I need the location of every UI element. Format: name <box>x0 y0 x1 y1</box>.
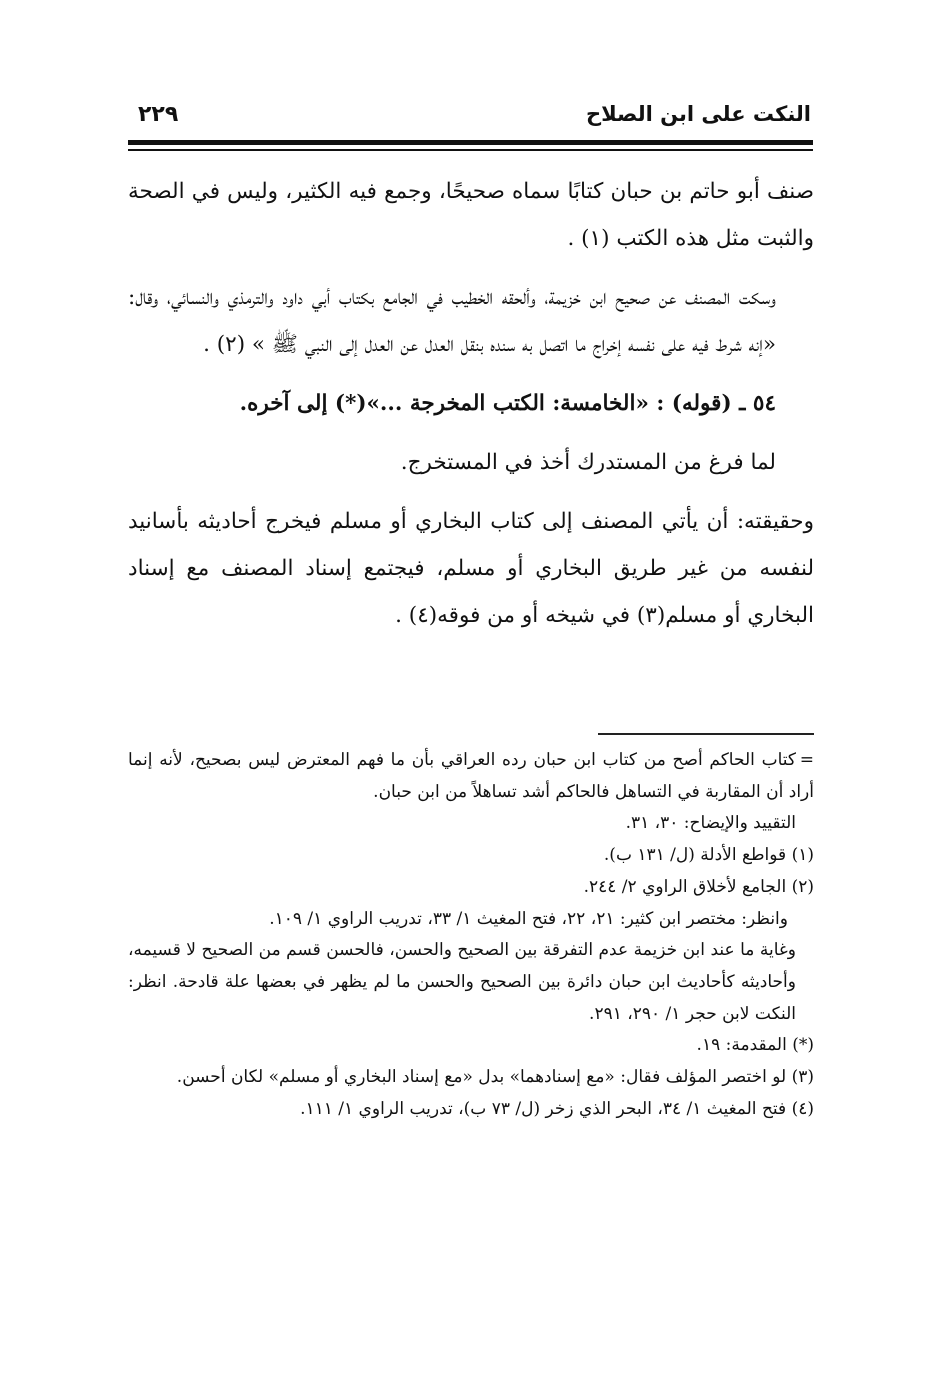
header-rule-thick <box>128 140 813 145</box>
footnote-2: (٢) الجامع لأخلاق الراوي ٢/ ٢٤٤. <box>583 876 814 897</box>
continuation-marker: = <box>799 750 814 770</box>
footnote-continuation-text: كتاب الحاكم أصح من كتاب ابن حبان رده العراقي بأن ما فهم المعترض ليس بصحيح، لأنه إنما أراد أن المقاربة في التساهل فالحاكم أشد تساهلاً من ابن حبان. <box>128 750 814 802</box>
paragraph-4: لما فرغ من المستدرك أخذ في المستخرج. <box>400 450 776 475</box>
footnotes <box>128 745 814 1125</box>
header-rule-thin <box>128 149 813 151</box>
page-number: ٢٢٩ <box>138 102 179 127</box>
footnote-3: (٣) لو اختصر المؤلف فقال: «مع إسنادهما» بدل «مع إسناد البخاري أو مسلم» لكان أحسن. <box>176 1067 814 1088</box>
footnote-star: (*) المقدمة: ١٩. <box>696 1035 814 1056</box>
paragraph-1: صنف أبو حاتم بن حبان كتابًا سماه صحيحًا، وجمع فيه الكثير، وليس في الصحة والثبت مثل هذه الكتب (١) . <box>128 179 814 251</box>
running-title: النكت على ابن الصلاح <box>585 102 811 126</box>
footnote-4: (٤) فتح المغيث ١/ ٣٤، البحر الذي زخر (ل/ ٧٣ ب)، تدريب الراوي ١/ ١١١. <box>300 1098 814 1119</box>
section-heading-54: ٥٤ ـ (قوله) : «الخامسة: الكتب المخرجة ...»(*) إلى آخره. <box>239 391 776 416</box>
running-header <box>128 102 811 134</box>
footnote-separator <box>598 733 814 735</box>
paragraph-5: وحقيقته: أن يأتي المصنف إلى كتاب البخاري أو مسلم فيخرج أحاديثه بأسانيد لنفسه من غير طريق البخاري أو مسلم، فيجتمع إسناد المصنف مع إسناد البخاري أو مسلم(٣) في شيخه أو من فوقه(٤) . <box>128 509 814 628</box>
footnote-2-note: وغاية ما عند ابن خزيمة عدم التفرقة بين الصحيح والحسن، فالحسن قسم من الصحيح لا قسيمه، وأحاديثه كأحاديث ابن حبان دائرة بين الصحيح والحسن ما لم يظهر في بعضها علة قادحة. انظر: النكت لابن حجر ١/ ٢٩٠، ٢٩١. <box>128 940 796 1024</box>
footnote-continuation-reference: التقييد والإيضاح: ٣٠، ٣١. <box>625 813 796 834</box>
footnote-1: (١) قواطع الأدلة (ل/ ١٣١ ب). <box>603 845 814 866</box>
main-text <box>128 168 814 639</box>
footnote-continuation <box>128 745 814 808</box>
paragraph-2: وسكت المصنف عن صحيح ابن خزيمة، وألحقه الخطيب في الجامع بكتاب أبي داود والترمذي والنسائي، وقال: «إنه شرط فيه على نفسه إخراج ما اتصل به سنده بنقل العدل عن العدل إلى النبي ﷺ » (٢) . <box>128 285 777 357</box>
footnote-2-see-also: وانظر: مختصر ابن كثير: ٢١، ٢٢، فتح المغيث ١/ ٣٣، تدريب الراوي ١/ ١٠٩. <box>269 908 788 929</box>
